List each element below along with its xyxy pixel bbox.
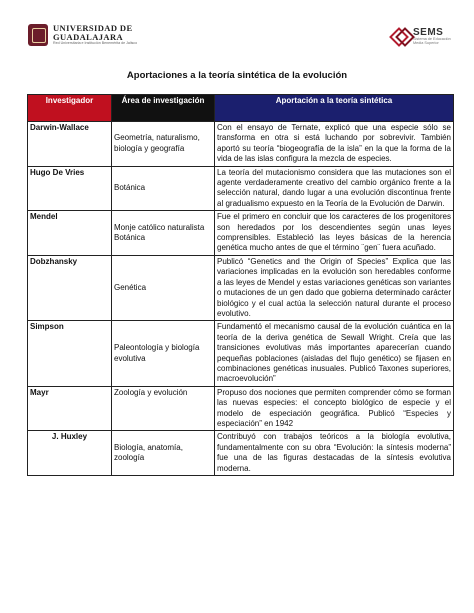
udg-logo-text [53,24,137,46]
header-investigador: Investigador [28,95,112,122]
document-title: Aportaciones a la teoría sintética de la evolución [126,70,348,81]
cell-area: Botánica [112,166,215,211]
cell-area: Paleontología y biología evolutiva [112,321,215,386]
sems-title: SEMS [413,27,444,38]
cell-investigador: Darwin-Wallace [28,122,112,167]
cell-aportacion: Contribuyó con trabajos teóricos a la biología evolutiva, fundamentalmente con su obra “Evolución: la síntesis moderna” fue una de las figuras destacadas de la síntesis evolutiva moderna. [215,431,454,476]
cell-investigador: Simpson [28,321,112,386]
table-header-row [28,95,454,122]
contributions-table [27,94,454,476]
cell-aportacion: Publicó “Genetics and the Origin of Species” Explica que las variaciones implicadas en la evolución son heredables conforme a las leyes de Mendel y estas variaciones genéticas son variantes o mutaciones de un gen dado que gobierna determinado carácter biológico y el cual actúa la selección natural durante el proceso evolutivo. [215,255,454,320]
sems-logo-text [413,28,457,46]
table-row [28,431,454,476]
cell-investigador: Dobzhansky [28,255,112,320]
sems-logo [392,28,457,46]
cell-area: Genética [112,255,215,320]
header-area: Área de investigación [112,95,215,122]
udg-seal-icon [28,24,48,46]
cell-area: Geometría, naturalismo, biología y geografía [112,122,215,167]
cell-aportacion: Con el ensayo de Ternate, explicó que una especie sólo se transforma en otra si está luchando por sobrevivir. También aportó su teoría “biogeografía de la isla” en la que la forma de la vida de las islas configura la mezcla de especies. [215,122,454,167]
sems-mark-icon [392,29,410,45]
udg-name-line1: UNIVERSIDAD DE [53,23,133,34]
cell-aportacion: La teoría del mutacionismo considera que las mutaciones son el agente verdaderamente creativo del cambio orgánico frente a la selección natural, dando lugar a una evolución discontinua frente al gradualismo expuesto en la Teoría de la Evolución de Darwin. [215,166,454,211]
table-row [28,166,454,211]
table-row [28,211,454,256]
cell-aportacion: Fue el primero en concluir que los caracteres de los progenitores son heredados por los descendientes según unas leyes comprensibles. Estableció las leyes básicas de la herencia genética mucho antes de que el término ¨gen¨ fuera acuñado. [215,211,454,256]
udg-tagline: Red Universitaria e Institución Benemérita de Jalisco [53,41,138,46]
cell-investigador: J. Huxley [28,431,112,476]
table-row [28,386,454,431]
cell-area: Monje católico naturalista Botánica [112,211,215,256]
table-row [28,321,454,386]
cell-area: Biología, anatomía, zoología [112,431,215,476]
cell-area: Zoología y evolución [112,386,215,431]
udg-name-line2: GUADALAJARA [53,31,124,42]
cell-investigador: Hugo De Vries [28,166,112,211]
sems-subtitle: Sistema de Educación Media Superior [413,37,451,45]
udg-logo [28,24,137,46]
cell-aportacion: Fundamentó el mecanismo causal de la evolución cuántica en la teoría de la deriva genética de Sewall Wright. Creía que las transiciones evolutivas más importantes aparecerían cuando pequeñas poblaciones (aisladas del flujo genético) se fijasen en combinaciones genéticas inusuales. Publicó Taxones superiores, macroevolución” [215,321,454,386]
cell-investigador: Mayr [28,386,112,431]
header-aportacion: Aportación a la teoría sintética [215,95,454,122]
page-header [0,0,474,60]
cell-investigador: Mendel [28,211,112,256]
cell-aportacion: Propuso dos nociones que permiten comprender cómo se forman las nuevas especies: el concepto biológico de especie y el modelo de especiación geográfica. Publicó “Especies y especiación” en 1942 [215,386,454,431]
table-row [28,122,454,167]
table-row [28,255,454,320]
